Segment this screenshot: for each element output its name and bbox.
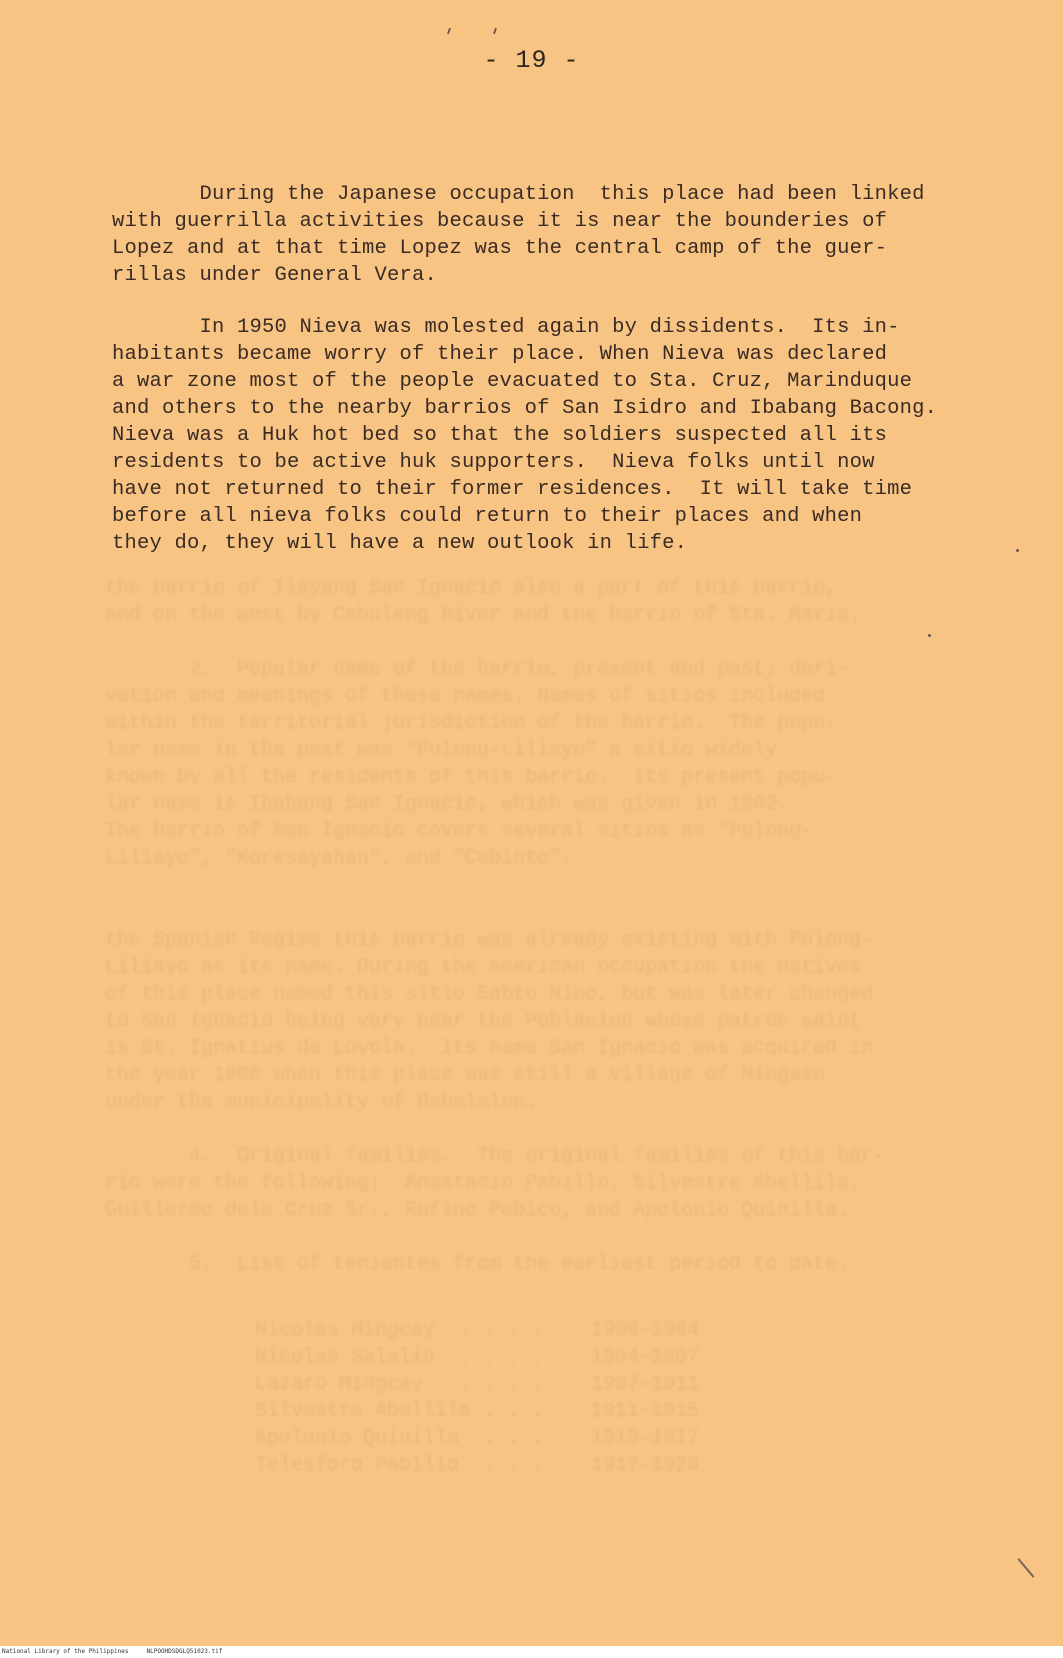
paper-speck — [1016, 549, 1019, 552]
paragraph-1950-dissidents: In 1950 Nieva was molested again by dissidents. Its in- habitants became worry of their place. When Nieva was declared a war zone most of the people evacuated to Sta. Cruz, Marinduque and others to the nearby barrios of San Isidro and Ibabang Bacong. Nieva was a Huk hot bed so that the soldiers suspected all its residents to be active huk supporters. Nieva folks until now have not returned to their former residences. It will take time before all nieva folks could return to their places and when they do, they will have a new outlook in life. — [112, 316, 938, 555]
reverse-side-bleed-through-3: Nicolas Mingcay . . . . 1900-1904 Nicolas Salalin . . . . 1904-1907 Lazaro Mingcay . . . . 1907-1911 Silvestre Abellila . . . 1911-1915 Apolonio Quinilla . . . 1915-1917 Telesforo Pabillo . . . 1917-1920 — [255, 1319, 700, 1477]
reverse-side-bleed-through: the barrio of Ilayang San Ignacio also a part of this barrio, and on the west by Cabuleng River and the barrio of Sta. Maria. 2. Popular name of the barrio, present and past; deri- vation and meanings of these names. Names of sitios included within the territorial jurisdiction of the barrio. The popu- lar name in the past was "Pulong-Liliayo" a sitio widely known by all the residents of this barrio. Its present popu- lar name is Ibabang San Ignacio, which was given in 1902. The barrio of San Ignacio covers several sitios as "Pulong- Liliayo", "Koresayahan", and "Cabinto". — [105, 577, 862, 870]
page-number: - 19 - — [483, 46, 580, 75]
paragraph-japanese-occupation: During the Japanese occupation this place had been linked with guerrilla activities because it is near the bounderies of Lopez and at that time Lopez was the central camp of the guer- rillas under General Vera. — [112, 183, 925, 287]
reverse-side-bleed-through-2: the Spanish Regime this barrio was already existing with Pulong- Liliayo as its name. During the American occupation the natives of this place named this sitio Sabto Nino, but was later changed to San Ignacio being very near the Poblacion whose patron saint is St. Ignatius de Loyola. Its name San Ignacio was acquired in the year 1900 when this place was still a village of Mingaso under the municipality of Babalalon. 4. Original families. The original families of this bar- rio were the following: Anastacio Pabillo, Silvestre Abellila, Guillermo dela Cruz Sr., Rufino Pabico, and Apolonio Quinilla. 5. List of tenientes from the earliest period to date. — [105, 929, 886, 1276]
paper-speck — [928, 634, 931, 637]
paper-scratch — [1018, 1558, 1035, 1578]
paper-speck — [447, 28, 451, 34]
paper-speck — [493, 28, 497, 34]
scan-footer-caption: National Library of the Philippines NLPOOHDSDGLQ51023.tif — [0, 1646, 1063, 1658]
